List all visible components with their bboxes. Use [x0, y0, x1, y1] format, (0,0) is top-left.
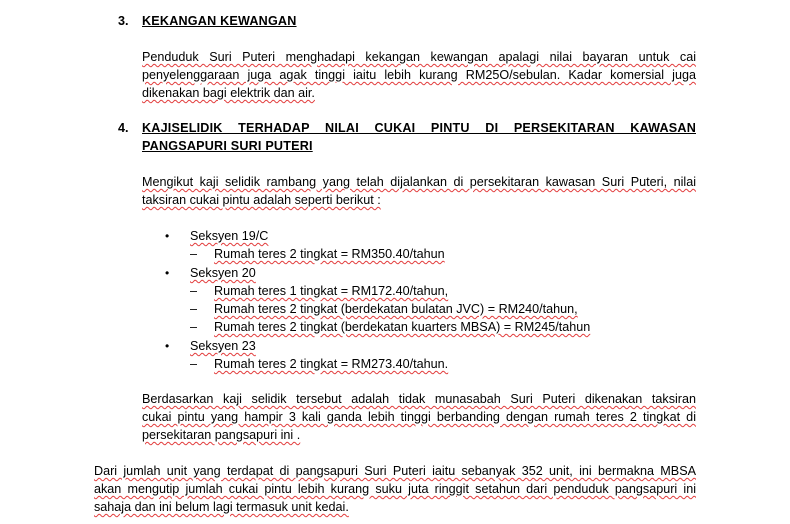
section-3-paragraph-line-1: Penduduk Suri Puteri menghadapi kekangan kewangan apalagi nilai bayaran untuk cai: [142, 50, 696, 64]
section-4-title-line-2: PANGSAPURI SURI PUTERI: [142, 139, 313, 153]
list-item: Rumah teres 2 tingkat = RM273.40/tahun.: [214, 357, 449, 371]
list-item: Rumah teres 1 tingkat = RM172.40/tahun,: [214, 284, 449, 298]
section-4-title-line-1: KAJISELIDIK TERHADAP NILAI CUKAI PINTU DI PERSEKITARAN KAWASAN: [142, 121, 696, 135]
section-4-conclusion-line-2: cukai pintu yang hampir 3 kali ganda lebih tinggi berbanding dengan rumah teres 2 tingkat di: [142, 410, 696, 424]
section-4-intro-line-2: taksiran cukai pintu adalah seperti berikut :: [142, 193, 381, 207]
dash-icon: –: [190, 357, 198, 371]
bullet-icon: •: [165, 266, 170, 280]
list-item: Rumah teres 2 tingkat (berdekatan bulatan JVC) = RM240/tahun,: [214, 302, 578, 316]
final-paragraph-line-1: Dari jumlah unit yang terdapat di pangsapuri Suri Puteri iaitu sebanyak 352 unit, ini bermakna MBSA: [94, 464, 696, 478]
dash-icon: –: [190, 302, 198, 316]
list-item: Rumah teres 2 tingkat = RM350.40/tahun: [214, 247, 445, 261]
bullet-icon: •: [165, 229, 170, 243]
section-3-paragraph-line-3: dikenakan bagi elektrik dan air.: [142, 86, 315, 100]
dash-icon: –: [190, 247, 198, 261]
dash-icon: –: [190, 284, 198, 298]
section-3-number: 3.: [118, 14, 129, 28]
final-paragraph-line-2: akan mengutip jumlah cukai pintu lebih kurang suku juta ringgit setahun dari penduduk pangsapuri ini: [94, 482, 696, 496]
section-3-title: KEKANGAN KEWANGAN: [142, 14, 297, 28]
bullet-icon: •: [165, 339, 170, 353]
section-3-paragraph-line-2: penyelenggaraan juga agak tinggi iaitu lebih kurang RM25O/sebulan. Kadar komersial juga: [142, 68, 696, 82]
final-paragraph-line-3: sahaja dan ini belum lagi termasuk unit kedai.: [94, 500, 349, 514]
section-4-conclusion-line-1: Berdasarkan kaji selidik tersebut adalah tidak munasabah Suri Puteri dikenakan taksiran: [142, 392, 696, 406]
group-seksyen-23: Seksyen 23: [190, 339, 256, 353]
list-item: Rumah teres 2 tingkat (berdekatan kuarters MBSA) = RM245/tahun: [214, 320, 591, 334]
group-seksyen-19c: Seksyen 19/C: [190, 229, 269, 243]
section-4-conclusion-line-3: persekitaran pangsapuri ini .: [142, 428, 301, 442]
dash-icon: –: [190, 320, 198, 334]
section-4-number: 4.: [118, 121, 129, 135]
section-4-intro-line-1: Mengikut kaji selidik rambang yang telah dijalankan di persekitaran kawasan Suri Puteri, nilai: [142, 175, 696, 189]
group-seksyen-20: Seksyen 20: [190, 266, 256, 280]
